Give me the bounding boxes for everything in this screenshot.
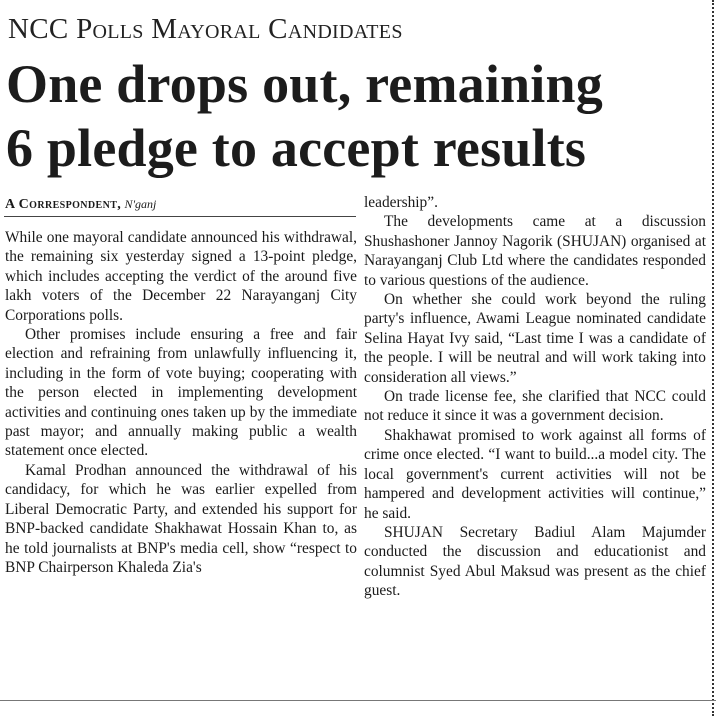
byline-location: N'ganj [124,197,157,211]
headline-line-1: One drops out, remaining [6,54,603,114]
paragraph: The developments came at a discussion Shushashoner Jannoy Nagorik (SHUJAN) organised at Narayanganj Club Ltd where the candidates responded to various questions of the audience. [364,213,706,289]
paragraph: SHUJAN Secretary Badiul Alam Majumder conducted the discussion and educationist and columnist Syed Abul Maksud was present as the chief guest. [364,523,706,600]
paragraph: Kamal Prodhan announced the withdrawal of his candidacy, for which he was earlier expelled from Liberal Democratic Party, and extended his support for BNP-backed candidate Shakhawat Hossain Khan to, as he told journalists at BNP's media cell, show “respect to BNP Chairperson Khaleda Zia's [5,461,357,576]
byline-author: A Correspondent, [5,197,122,212]
paragraph: Shakhawat promised to work against all forms of crime once elected. “I want to build...a model city. The local government's current activities will not be hampered and development activities will continue,” he said. [364,426,706,522]
paragraph: On whether she could work beyond the ruling party's influence, Awami League nominated candidate Selina Hayat Ivy said, “Last time I was a candidate of the people. I will be neutral and will work taking into consideration all views.” [364,291,706,386]
byline-divider [4,216,356,217]
paragraph: On trade license fee, she clarified that NCC could not reduce it since it was a government decision. [364,388,706,425]
headline-line-2: 6 pledge to accept results [6,118,587,178]
article-headline [6,52,706,180]
paragraph: While one mayoral candidate announced his withdrawal, the remaining six yesterday signed a 13-point pledge, which includes accepting the verdict of the around five lakh voters of the December 22 Narayanganj City Corporations polls. [5,229,357,324]
article-column-1 [5,228,357,577]
article-kicker: NCC Polls Mayoral Candidates [8,13,403,45]
bottom-divider [0,700,716,701]
paragraph: leadership”. [364,194,438,211]
byline [5,196,156,213]
paragraph: Other promises include ensuring a free and fair election and refraining from unlawfully influencing it, including in the form of vote buying; cooperating with the person elected in implementing development activities and continuing ones taken up by the immediate past mayor; and annually making public a wealth statement once elected. [5,326,357,460]
edge-dotted-border [712,0,714,716]
article-column-2 [364,193,706,601]
